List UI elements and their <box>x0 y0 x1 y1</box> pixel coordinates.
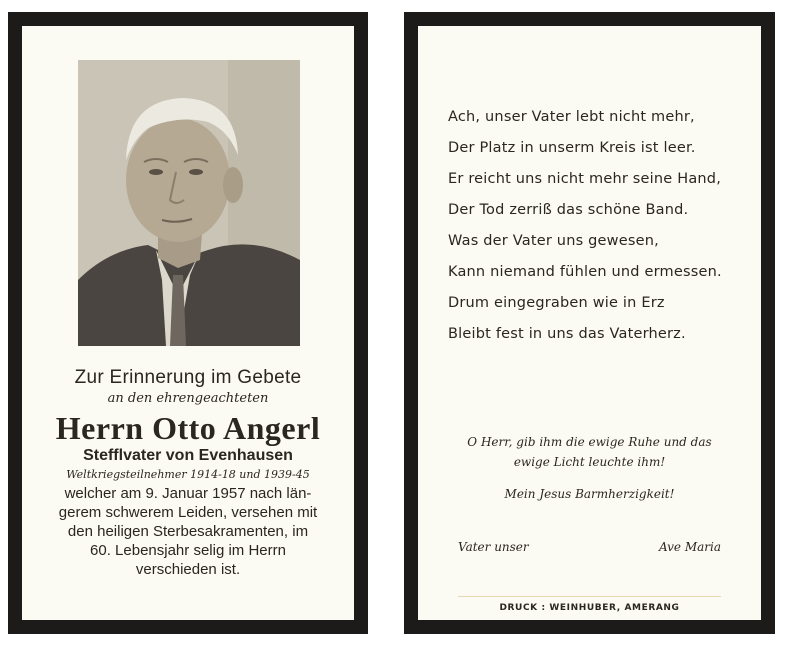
body-line: welcher am 9. Januar 1957 nach län- <box>64 485 312 502</box>
left-card <box>8 12 368 634</box>
our-father-label: Vater unser <box>458 540 529 554</box>
veteran-line: Weltkriegsteilnehmer 1914-18 und 1939-45 <box>66 468 310 481</box>
eternal-rest-prayer <box>418 432 761 504</box>
poem-line: Was der Vater uns gewesen, <box>448 233 659 249</box>
body-line: den heiligen Sterbesakramenten, im <box>67 523 309 540</box>
memorial-poem <box>448 102 722 350</box>
portrait-drawing <box>78 60 300 346</box>
poem-line: Er reicht uns nicht mehr seine Hand, <box>448 171 722 187</box>
prayer-line: ewige Licht leuchte ihm! <box>513 455 666 469</box>
prayer-names <box>458 540 721 554</box>
right-card-paper <box>418 26 761 620</box>
remembrance-line: Zur Erinnerung im Gebete <box>74 367 302 388</box>
prayer-line: O Herr, gib ihm die ewige Ruhe und das <box>467 435 712 449</box>
body-line: 60. Lebensjahr selig im Herrn <box>90 542 286 559</box>
left-text-block <box>22 366 354 579</box>
poem-line: Drum eingegraben wie in Erz <box>448 295 665 311</box>
poem-line: Bleibt fest in uns das Vaterherz. <box>448 326 686 342</box>
poem-line: Kann niemand fühlen und ermessen. <box>448 264 722 280</box>
honored-line: an den ehrengeachteten <box>107 391 269 406</box>
body-line: verschieden ist. <box>135 561 241 578</box>
portrait-photo <box>78 60 300 346</box>
deceased-name: Herrn Otto Angerl <box>55 410 321 446</box>
left-card-paper <box>22 26 354 620</box>
divider <box>458 596 721 597</box>
right-card <box>404 12 775 634</box>
body-line: gerem schwerem Leiden, versehen mit <box>58 504 318 521</box>
death-notice-body <box>22 484 354 579</box>
printer-credit: DRUCK : WEINHUBER, AMERANG <box>499 603 680 613</box>
occupation-line: Stefflvater von Evenhausen <box>83 447 293 464</box>
ave-maria-label: Ave Maria <box>658 540 721 554</box>
mercy-line: Mein Jesus Barmherzigkeit! <box>504 487 675 501</box>
poem-line: Der Tod zerriß das schöne Band. <box>448 202 689 218</box>
poem-line: Der Platz in unserm Kreis ist leer. <box>448 140 696 156</box>
poem-line: Ach, unser Vater lebt nicht mehr, <box>448 109 695 125</box>
